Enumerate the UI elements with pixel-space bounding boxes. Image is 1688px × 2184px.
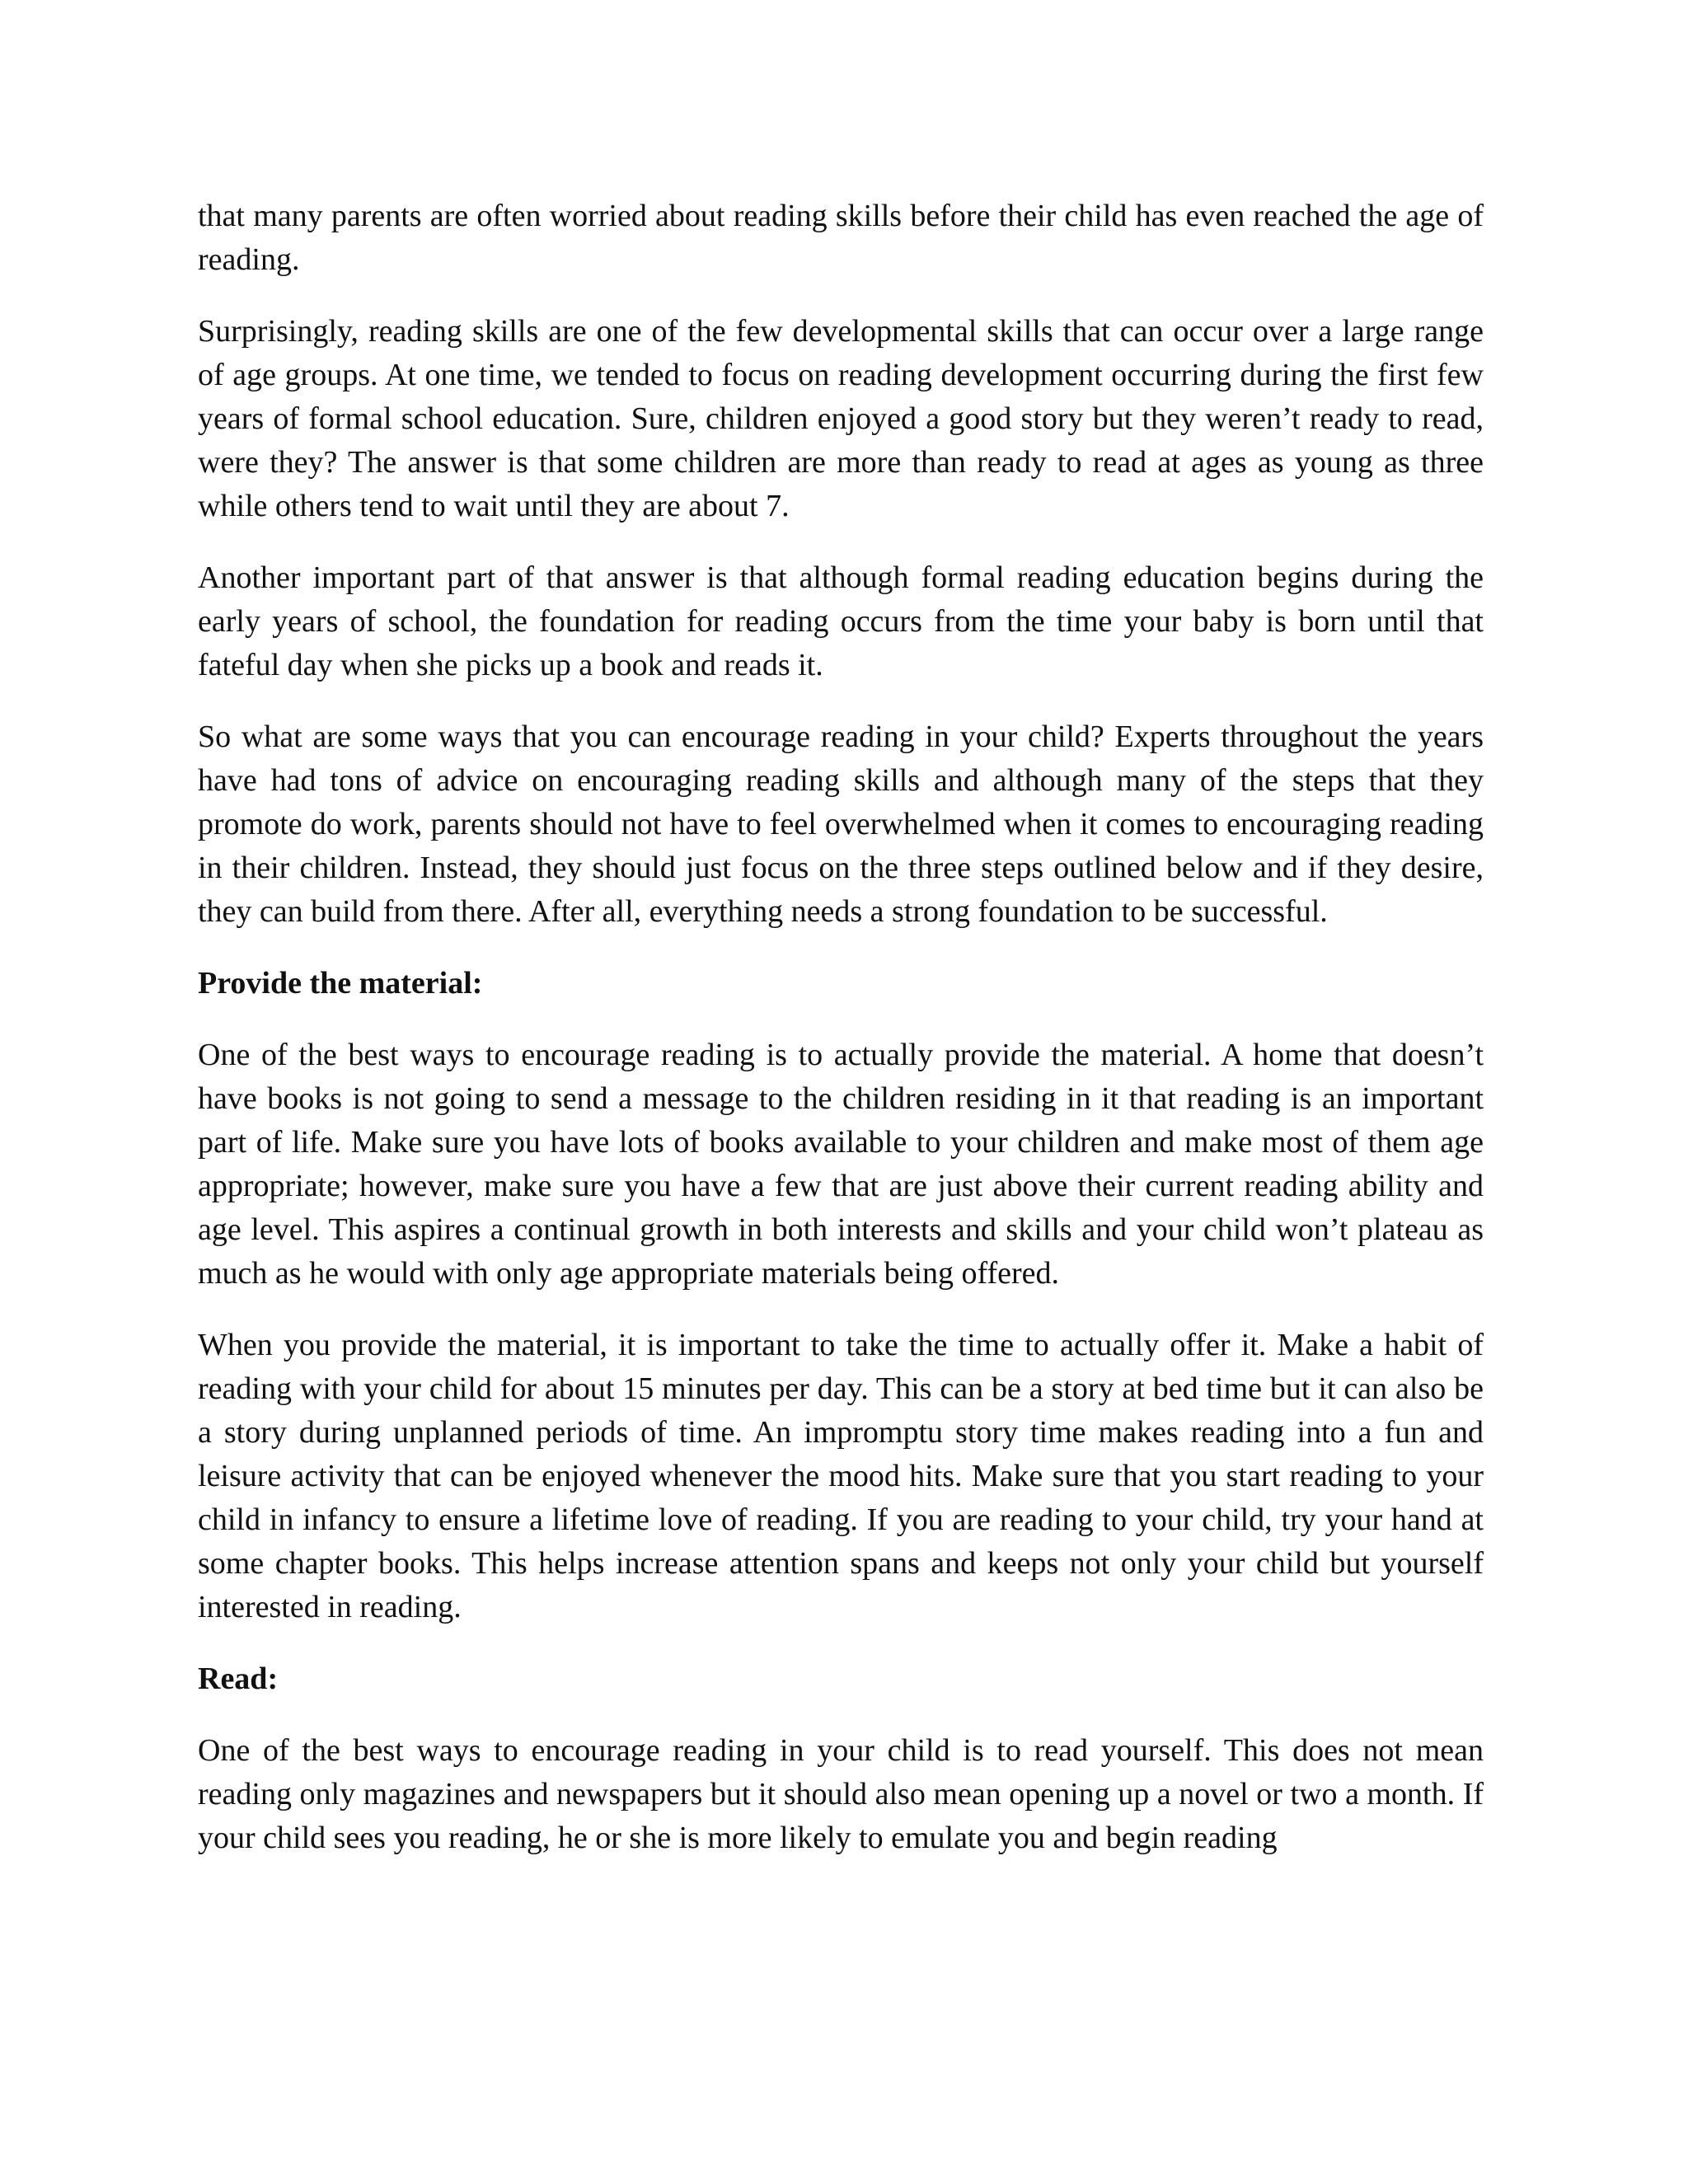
heading-provide-material: Provide the material: [198,966,483,1001]
paragraph-continuation: that many parents are often worried about reading skills before their child has even reached the age of reading. [198,199,1484,277]
paragraph-offer-material: When you provide the material, it is important to take the time to actually offer it. Make a habit of reading with your child for about 15 minutes per day. This can be a story at bed time but it can also be a story during unplanned periods of time. An impromptu story time makes reading into a fun and leisure activity that can be enjoyed whenever the mood hits. Make sure that you start reading to your child in infancy to ensure a lifetime love of reading. If you are reading to your child, try your hand at some chapter books. This helps increase attention spans and keeps not only your child but yourself interested in reading. [198,1328,1484,1624]
paragraph-encourage-reading: So what are some ways that you can encourage reading in your child? Experts throughout the years have had tons of advice on encouraging reading skills and although many of the steps that they promote do work, parents should not have to feel overwhelmed when it comes to encouraging reading in their children. Instead, they should just focus on the three steps outlined below and if they desire, they can build from there. After all, everything needs a strong foundation to be successful. [198,719,1484,929]
heading-read: Read: [198,1661,279,1696]
paragraph-reading-age-range: Surprisingly, reading skills are one of the few developmental skills that can occur over a large range of age groups. At one time, we tended to focus on reading development occurring during the first few years of formal school education. Sure, children enjoyed a good story but they weren’t ready to read, were they? The answer is that some children are more than ready to read at ages as young as three while others tend to wait until they are about 7. [198,314,1484,523]
paragraph-reading-foundation: Another important part of that answer is that although formal reading education begins during the early years of school, the foundation for reading occurs from the time your baby is born until that fateful day when she picks up a book and reads it. [198,560,1484,682]
document-page [198,194,1484,1888]
paragraph-provide-material: One of the best ways to encourage reading is to actually provide the material. A home that doesn’t have books is not going to send a message to the children residing in it that reading is an important part of life. Make sure you have lots of books available to your children and make most of them age appropriate; however, make sure you have a few that are just above their current reading ability and age level. This aspires a continual growth in both interests and skills and your child won’t plateau as much as he would with only age appropriate materials being offered. [198,1038,1484,1291]
paragraph-read-yourself: One of the best ways to encourage reading in your child is to read yourself. This does not mean reading only magazines and newspapers but it should also mean opening up a novel or two a month. If your child sees you reading, he or she is more likely to emulate you and begin reading [198,1733,1484,1855]
